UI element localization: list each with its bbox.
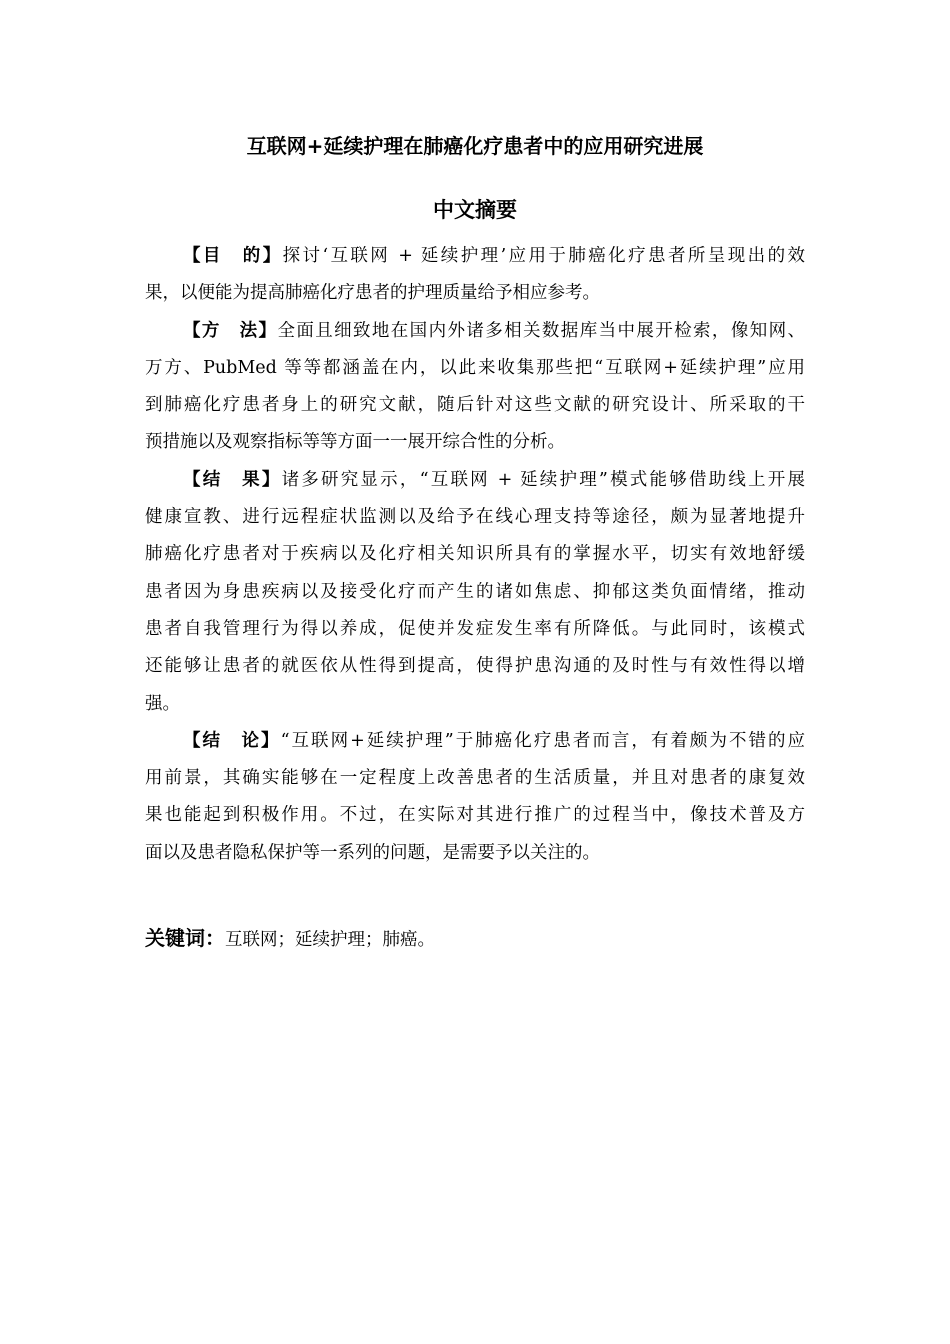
abstract-line — [145, 540, 805, 577]
line-text: 全面且细致地在国内外诸多相关数据库当中展开检索，像知网、 — [277, 320, 805, 341]
line-text: 强。 — [145, 693, 180, 714]
keywords — [145, 922, 435, 951]
section-label: 【结 果】 — [183, 469, 282, 490]
line-text: 患者因为身患疾病以及接受化疗而产生的诸如焦虑、抑郁这类负面情绪，推动 — [145, 581, 805, 602]
abstract-line — [145, 428, 805, 465]
section-label: 【方 法】 — [183, 320, 278, 341]
abstract-line — [145, 391, 805, 428]
line-text: 果，以便能为提高肺癌化疗患者的护理质量给予相应参考。 — [145, 283, 600, 304]
abstract-line — [145, 690, 805, 727]
abstract-line — [145, 727, 805, 764]
abstract-line — [145, 279, 805, 316]
abstract-line — [145, 466, 805, 503]
line-text: 到肺癌化疗患者身上的研究文献，随后针对这些文献的研究设计、所采取的干 — [145, 395, 805, 416]
abstract-line — [145, 615, 805, 652]
abstract-line — [145, 503, 805, 540]
line-text: 面以及患者隐私保护等一系列的问题，是需要予以关注的。 — [145, 842, 600, 863]
abstract-line — [145, 764, 805, 801]
line-text: 肺癌化疗患者对于疾病以及化疗相关知识所具有的掌握水平，切实有效地舒缓 — [145, 544, 805, 565]
line-text: 万方、PubMed 等等都涵盖在内，以此来收集那些把“互联网+延续护理”应用 — [145, 357, 805, 378]
abstract-line — [145, 317, 805, 354]
abstract-line — [145, 652, 805, 689]
keywords-value: 互联网；延续护理；肺癌。 — [225, 930, 435, 950]
keywords-label: 关键词： — [145, 926, 225, 950]
document-title: 互联网+延续护理在肺癌化疗患者中的应用研究进展 — [246, 134, 704, 158]
line-text: 诸多研究显示，“互联网 + 延续护理”模式能够借助线上开展 — [281, 469, 806, 490]
line-text: 健康宣教、进行远程症状监测以及给予在线心理支持等途径，颇为显著地提升 — [145, 507, 805, 528]
line-text: “互联网+延续护理”于肺癌化疗患者而言，有着颇为不错的应 — [280, 730, 806, 751]
line-text: 探讨‘互联网 + 延续护理’应用于肺癌化疗患者所呈现出的效 — [282, 246, 805, 266]
abstract-body — [145, 242, 805, 876]
abstract-heading: 中文摘要 — [433, 198, 517, 222]
abstract-line — [145, 354, 805, 391]
line-text: 预措施以及观察指标等等方面一一展开综合性的分析。 — [145, 432, 565, 453]
abstract-line — [145, 242, 805, 279]
section-label: 【目 的】 — [183, 246, 283, 266]
line-text: 患者自我管理行为得以养成，促使并发症发生率有所降低。与此同时，该模式 — [145, 618, 805, 639]
line-text: 用前景，其确实能够在一定程度上改善患者的生活质量，并且对患者的康复效 — [145, 768, 805, 789]
section-label: 【结 论】 — [183, 730, 281, 751]
line-text: 还能够让患者的就医依从性得到提高，使得护患沟通的及时性与有效性得以增 — [145, 656, 805, 677]
abstract-line — [145, 839, 805, 876]
line-text: 果也能起到积极作用。不过，在实际对其进行推广的过程当中，像技术普及方 — [145, 805, 805, 826]
abstract-line — [145, 801, 805, 838]
abstract-line — [145, 578, 805, 615]
